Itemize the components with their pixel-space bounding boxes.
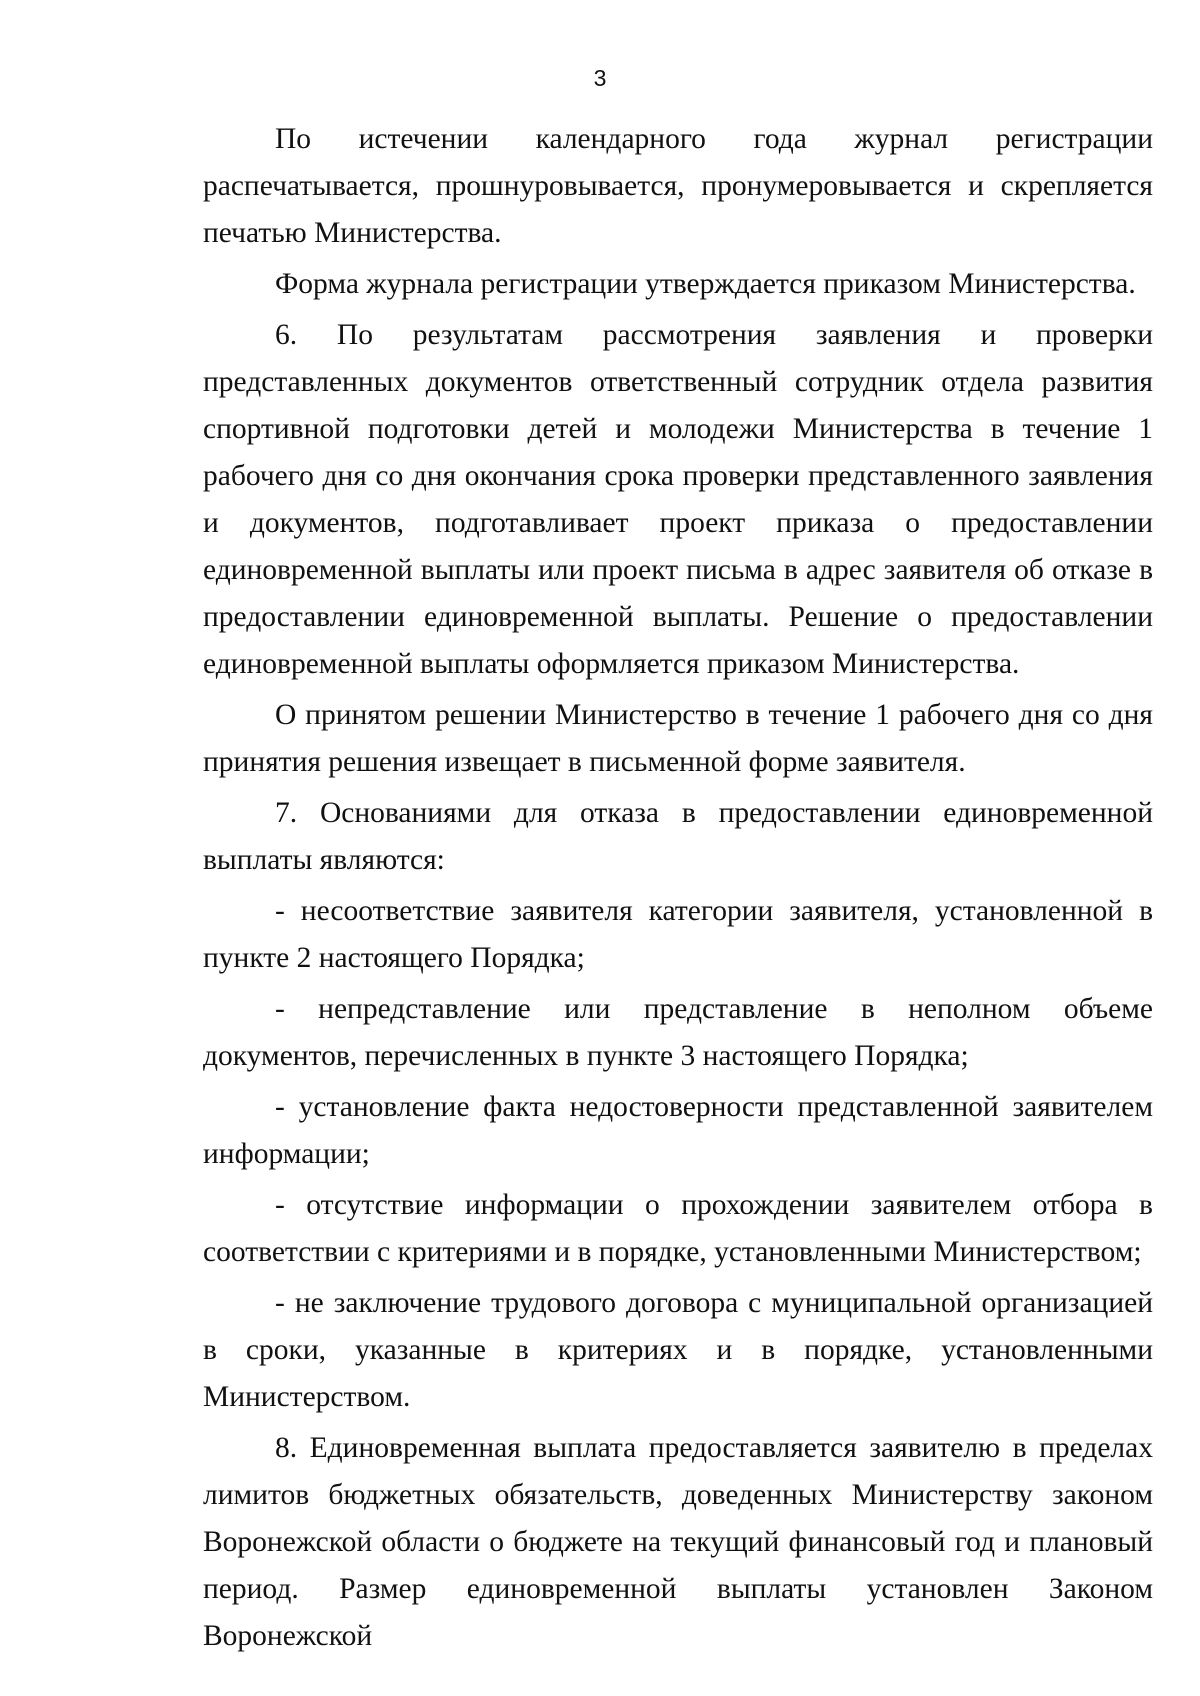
list-item-refusal-documents: - непредставление или представление в неполном объеме документов, перечисленных в пункте 3 настоящего Порядка; (203, 993, 1153, 1072)
paragraph-item-6: 6. По результатам рассмотрения заявления и проверки представленных документов ответственный сотрудник отдела развития спортивной подготовки детей и молодежи Министерства в течение 1 рабочего дня со дня окончания срока проверки представленного заявления и документов, подготавливает проект приказа о предоставлении единовременной выплаты или проект письма в адрес заявителя об отказе в предоставлении единовременной выплаты. Решение о предоставлении единовременной выплаты оформляется приказом Министерства. (203, 319, 1153, 680)
list-item-refusal-contract: - не заключение трудового договора с муниципальной организацией в сроки, указанные в критериях и в порядке, установленными Министерством. (203, 1287, 1153, 1413)
list-item-refusal-false-info: - установление факта недостоверности представленной заявителем информации; (203, 1091, 1153, 1170)
page-number: 3 (593, 65, 607, 91)
paragraph-journal-printing: По истечении календарного года журнал регистрации распечатывается, прошнуровывается, пронумеровывается и скрепляется печатью Министерства. (203, 123, 1153, 249)
document-body (203, 116, 1153, 1660)
paragraph-item-7: 7. Основаниями для отказа в предоставлении единовременной выплаты являются: (203, 797, 1153, 876)
list-item-refusal-selection: - отсутствие информации о прохождении заявителем отбора в соответствии с критериями и в порядке, установленными Министерством; (203, 1189, 1153, 1268)
paragraph-decision-notice: О принятом решении Министерство в течение 1 рабочего дня со дня принятия решения извещает в письменной форме заявителя. (203, 699, 1153, 778)
paragraph-journal-form: Форма журнала регистрации утверждается приказом Министерства. (275, 268, 1136, 300)
paragraph-item-8: 8. Единовременная выплата предоставляется заявителю в пределах лимитов бюджетных обязательств, доведенных Министерству законом Воронежской области о бюджете на текущий финансовый год и плановый период. Размер единовременной выплаты установлен Законом Воронежской (203, 1432, 1153, 1652)
list-item-refusal-category: - несоответствие заявителя категории заявителя, установленной в пункте 2 настоящего Порядка; (203, 895, 1153, 974)
